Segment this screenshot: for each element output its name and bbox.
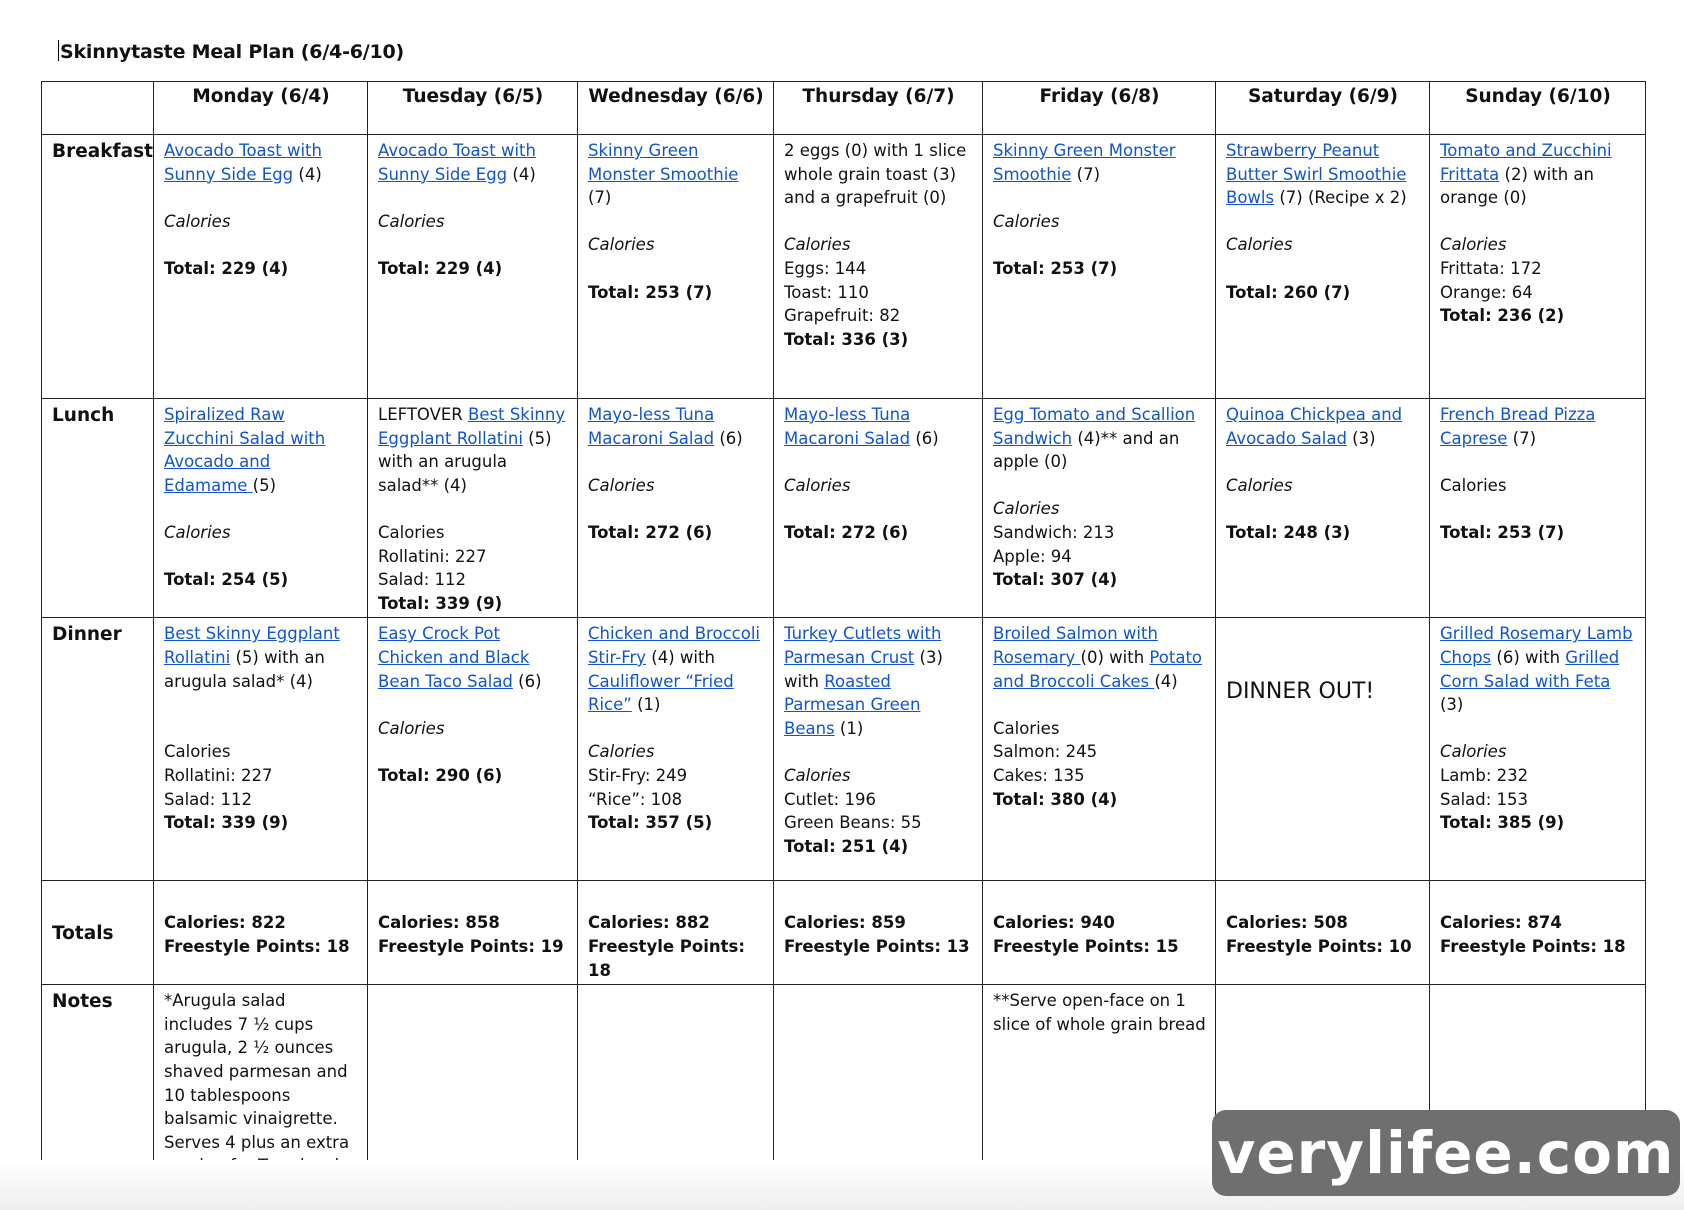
cell-line	[164, 693, 358, 717]
cell-line	[378, 233, 568, 257]
cell-text: Calories	[588, 235, 655, 255]
cell-text: (3) with	[784, 647, 943, 691]
breakfast-row	[42, 135, 1646, 399]
cell-line	[164, 257, 358, 281]
cell-line	[588, 233, 764, 257]
cell-line	[164, 186, 358, 210]
cell-line	[784, 811, 973, 835]
cell-text: “Rice”: 108	[588, 789, 683, 809]
total-calories: Calories: 822	[164, 913, 286, 933]
total-calories: Calories: 940	[993, 913, 1115, 933]
cell-text: Salad: 112	[378, 570, 467, 590]
cell-text: (6)	[512, 671, 542, 691]
cell-line	[588, 622, 764, 716]
meal-cell	[983, 399, 1216, 618]
meal-plan-table	[41, 81, 1646, 1181]
day-header: Wednesday (6/6)	[578, 82, 774, 135]
header-row	[42, 82, 1646, 135]
totals-cell	[983, 881, 1216, 985]
cell-text: Cakes: 135	[993, 765, 1085, 785]
meal-cell	[1216, 135, 1430, 399]
total-freestyle-points: Freestyle Points: 19	[378, 936, 564, 956]
cell-line	[588, 788, 764, 812]
cell-line	[1440, 139, 1636, 210]
cell-line	[164, 622, 358, 693]
cell-text: Total: 357 (5)	[588, 813, 713, 833]
meal-cell	[368, 135, 578, 399]
cell-line	[784, 521, 973, 545]
cell-line	[378, 521, 568, 545]
cell-line	[378, 717, 568, 741]
cell-line	[1226, 450, 1420, 474]
cell-line	[1440, 740, 1636, 764]
cell-line	[1226, 474, 1420, 498]
meal-cell	[774, 399, 983, 618]
cell-text: (7)	[1071, 164, 1101, 184]
recipe-link[interactable]: Avocado Toast with Sunny Side Egg	[378, 141, 536, 184]
cell-line	[784, 281, 973, 305]
cell-line	[993, 257, 1206, 281]
meal-cell	[154, 618, 368, 881]
cell-text: (7)	[588, 188, 612, 208]
cell-text: Total: 253 (7)	[993, 258, 1118, 278]
cell-line	[1226, 403, 1420, 450]
recipe-link[interactable]: Mayo-less Tuna Macaroni Salad	[784, 405, 911, 448]
cell-text: Lamb: 232	[1440, 765, 1529, 785]
cell-line	[784, 450, 973, 474]
cell-text: Calories	[1440, 475, 1507, 495]
total-freestyle-points: Freestyle Points: 13	[784, 936, 970, 956]
total-calories: Calories: 508	[1226, 913, 1348, 933]
meal-cell	[368, 399, 578, 618]
cell-line	[588, 717, 764, 741]
day-header: Monday (6/4)	[154, 82, 368, 135]
cell-line	[164, 811, 358, 835]
cell-line	[1226, 521, 1420, 545]
cell-text: Salad: 153	[1440, 789, 1529, 809]
cell-line	[1440, 210, 1636, 234]
recipe-link[interactable]: Mayo-less Tuna Macaroni Salad	[588, 405, 715, 448]
cell-text: 2 eggs (0) with 1 slice whole grain toast (3) and a grapefruit (0)	[784, 141, 967, 208]
cell-line	[1440, 521, 1636, 545]
cell-line	[1226, 281, 1420, 305]
cell-line	[1440, 788, 1636, 812]
cell-line	[1440, 257, 1636, 281]
recipe-link[interactable]: Grilled Rosemary Lamb Chops	[1440, 624, 1633, 667]
totals-cell	[1430, 881, 1646, 985]
cell-line	[784, 257, 973, 281]
row-label-notes: Notes	[42, 985, 154, 1181]
day-header: Saturday (6/9)	[1216, 82, 1430, 135]
cell-line	[993, 764, 1206, 788]
recipe-link[interactable]: Egg Tomato and Scallion Sandwich	[993, 405, 1196, 448]
cell-line	[993, 788, 1206, 812]
total-freestyle-points: Freestyle Points: 18	[1440, 936, 1626, 956]
lunch-row	[42, 399, 1646, 618]
cell-text: (6)	[910, 428, 939, 448]
cell-line	[378, 186, 568, 210]
cell-line	[588, 210, 764, 234]
cell-text: (5) with an arugula salad** (4)	[378, 428, 552, 495]
cell-text: Rollatini: 227	[378, 546, 487, 566]
cell-line	[378, 257, 568, 281]
cell-line	[993, 497, 1206, 521]
cell-line	[378, 592, 568, 616]
cell-text: Calories	[784, 235, 851, 255]
cell-line	[588, 740, 764, 764]
cell-text: Calories	[164, 742, 231, 762]
cell-text: Total: 236 (2)	[1440, 306, 1565, 326]
row-label-lunch: Lunch	[42, 399, 154, 618]
meal-cell	[774, 135, 983, 399]
row-label-breakfast: Breakfast	[42, 135, 154, 399]
cell-text: Calories	[1440, 742, 1507, 762]
cell-line	[993, 186, 1206, 210]
cell-line	[164, 545, 358, 569]
cell-text: Total: 253 (7)	[588, 282, 713, 302]
notes-cell	[983, 985, 1216, 1181]
recipe-link[interactable]: Skinny Green Monster Smoothie	[588, 141, 739, 184]
cell-text: Calories	[588, 742, 655, 762]
cell-line	[588, 281, 764, 305]
cell-text: (6) with	[1491, 647, 1566, 667]
recipe-link[interactable]: Cauliflower “Fried Rice”	[588, 671, 734, 715]
cell-text: Eggs: 144	[784, 258, 867, 278]
cell-line	[588, 811, 764, 835]
cell-line	[784, 764, 973, 788]
cell-line	[1440, 450, 1636, 474]
cell-text: Salad: 112	[164, 789, 253, 809]
cell-line	[993, 521, 1206, 545]
meal-cell	[578, 135, 774, 399]
cell-line	[1440, 497, 1636, 521]
dinner-out-text: DINNER OUT!	[1226, 679, 1375, 705]
cell-text: Calories	[1440, 235, 1507, 255]
cell-text: Calories	[378, 211, 445, 231]
cell-line	[1440, 811, 1636, 835]
cell-line	[784, 233, 973, 257]
totals-cell	[1216, 881, 1430, 985]
cell-line	[164, 521, 358, 545]
cell-line	[588, 450, 764, 474]
totals-cell	[578, 881, 774, 985]
cell-text: Calories	[378, 522, 445, 542]
cell-text: (4)	[1154, 671, 1178, 691]
cell-text: Total: 254 (5)	[164, 570, 289, 590]
cell-line	[164, 497, 358, 521]
recipe-link[interactable]: Skinny Green Monster Smoothie	[993, 141, 1176, 184]
cell-line	[784, 497, 973, 521]
cell-line	[378, 568, 568, 592]
cell-text: (2) with an orange (0)	[1440, 164, 1594, 208]
cell-text: Calories	[993, 718, 1060, 738]
cell-line	[784, 740, 973, 764]
cell-text: Toast: 110	[784, 282, 869, 302]
cell-text: Total: 336 (3)	[784, 329, 909, 349]
cell-text: (7) (Recipe x 2)	[1274, 188, 1407, 208]
cell-line	[993, 474, 1206, 498]
day-header: Tuesday (6/5)	[368, 82, 578, 135]
cell-text: Total: 307 (4)	[993, 570, 1118, 590]
cell-line	[378, 740, 568, 764]
cell-line	[164, 764, 358, 788]
day-header: Sunday (6/10)	[1430, 82, 1646, 135]
meal-cell	[154, 399, 368, 618]
notes-cell	[578, 985, 774, 1181]
cell-text: Frittata: 172	[1440, 258, 1542, 278]
cell-line	[993, 545, 1206, 569]
cell-line	[164, 788, 358, 812]
cell-text: Total: 385 (9)	[1440, 813, 1565, 833]
recipe-link[interactable]: Tomato and Zucchini Frittata	[1440, 141, 1612, 184]
recipe-link[interactable]: Quinoa Chickpea and Avocado Salad	[1226, 405, 1403, 448]
cell-text: (1)	[631, 695, 661, 715]
cell-text: (7)	[1507, 428, 1537, 448]
recipe-link[interactable]: Broiled Salmon with Rosemary	[993, 624, 1158, 667]
day-header: Friday (6/8)	[983, 82, 1216, 135]
cell-line	[993, 740, 1206, 764]
cell-text: Apple: 94	[993, 546, 1072, 566]
cell-line	[784, 304, 973, 328]
cell-text: Rollatini: 227	[164, 765, 273, 785]
cell-line	[588, 139, 764, 210]
cell-line	[1440, 764, 1636, 788]
recipe-link[interactable]: French Bread Pizza Caprese	[1440, 405, 1596, 448]
cell-text: LEFTOVER	[378, 405, 469, 424]
cell-line	[164, 740, 358, 764]
cell-text: Total: 229 (4)	[164, 258, 289, 278]
cell-text: (0) with	[1080, 647, 1150, 667]
cell-text: Total: 272 (6)	[588, 522, 713, 542]
cell-line	[588, 403, 764, 450]
meal-cell	[368, 618, 578, 881]
notes-cell	[774, 985, 983, 1181]
cell-text: Total: 253 (7)	[1440, 522, 1565, 542]
cell-line	[1440, 474, 1636, 498]
total-calories: Calories: 882	[588, 913, 710, 933]
totals-cell	[368, 881, 578, 985]
recipe-link[interactable]: Roasted Parmesan Green Beans	[784, 671, 921, 738]
cell-line	[378, 764, 568, 788]
meal-cell	[578, 399, 774, 618]
cell-line	[378, 622, 568, 693]
cell-text: Calories	[784, 765, 851, 785]
cell-line	[784, 835, 973, 859]
cell-text: (4)	[507, 164, 536, 184]
cell-line	[378, 497, 568, 521]
cell-line	[993, 210, 1206, 234]
recipe-link[interactable]: Best Skinny Eggplant Rollatini	[164, 624, 340, 667]
row-label-dinner: Dinner	[42, 618, 154, 881]
cell-text: (5) with an arugula salad* (4)	[164, 647, 325, 691]
recipe-link[interactable]: Best Skinny Eggplant Rollatini	[378, 405, 566, 448]
cell-text: Calories	[784, 475, 851, 495]
cell-text: Calories	[164, 211, 231, 231]
recipe-link[interactable]: Strawberry Peanut Butter Swirl Smoothie Bowls	[1226, 141, 1407, 208]
cell-line	[784, 403, 973, 450]
row-label-totals: Totals	[42, 881, 154, 985]
recipe-link[interactable]: Turkey Cutlets with Parmesan Crust	[784, 624, 942, 667]
cell-text: Total: 290 (6)	[378, 765, 503, 785]
cell-line	[588, 474, 764, 498]
cell-text: Calories	[993, 211, 1060, 231]
cell-text: (3)	[1440, 695, 1464, 715]
cell-line	[1440, 281, 1636, 305]
cell-line	[378, 210, 568, 234]
total-calories: Calories: 858	[378, 913, 500, 933]
meal-cell	[1430, 618, 1646, 881]
recipe-link[interactable]: Grilled Corn Salad with Feta	[1440, 647, 1620, 691]
cell-line	[993, 622, 1206, 693]
document-title: Skinnytaste Meal Plan (6/4-6/10)	[60, 41, 405, 63]
cell-line	[164, 210, 358, 234]
notes-cell	[154, 985, 368, 1181]
cell-text: Salmon: 245	[993, 742, 1098, 762]
recipe-link[interactable]: Easy Crock Pot Chicken and Black Bean Taco Salad	[378, 624, 530, 691]
total-calories: Calories: 874	[1440, 913, 1562, 933]
recipe-link[interactable]: Spiralized Raw Zucchini Salad with Avocado and Edamame	[164, 405, 326, 495]
cell-line	[164, 717, 358, 741]
watermark: verylifee.com	[1212, 1110, 1680, 1196]
meal-cell	[774, 618, 983, 881]
day-header: Thursday (6/7)	[774, 82, 983, 135]
cell-line	[1226, 257, 1420, 281]
cell-line	[588, 497, 764, 521]
totals-row	[42, 881, 1646, 985]
cell-line	[378, 545, 568, 569]
cell-text: (4) with	[646, 647, 715, 667]
text-cursor	[58, 40, 59, 61]
meal-cell	[1216, 399, 1430, 618]
cell-text: (5)	[252, 475, 277, 495]
totals-cell	[154, 881, 368, 985]
totals-cell	[774, 881, 983, 985]
cell-text: (3)	[1346, 428, 1376, 448]
total-freestyle-points: Freestyle Points: 10	[1226, 936, 1412, 956]
cell-text: Total: 272 (6)	[784, 522, 909, 542]
cell-text: Calories	[1226, 475, 1293, 495]
cell-text: (4)	[293, 164, 322, 184]
cell-text: (6)	[714, 428, 743, 448]
cell-line	[784, 328, 973, 352]
cell-line	[1440, 233, 1636, 257]
meal-cell	[154, 135, 368, 399]
meal-cell	[1430, 135, 1646, 399]
cell-line	[993, 233, 1206, 257]
cell-text: Calories	[378, 718, 445, 738]
cell-text: Total: 248 (3)	[1226, 522, 1351, 542]
cell-text: Total: 260 (7)	[1226, 282, 1351, 302]
total-calories: Calories: 859	[784, 913, 906, 933]
meal-cell	[1430, 399, 1646, 618]
recipe-link[interactable]: Chicken and Broccoli Stir-Fry	[588, 624, 760, 667]
meal-cell	[1216, 618, 1430, 881]
corner-cell	[42, 82, 154, 135]
cell-text: Grapefruit: 82	[784, 306, 901, 326]
total-freestyle-points: Freestyle Points: 18	[588, 936, 745, 980]
cell-text: Green Beans: 55	[784, 813, 922, 833]
cell-line	[1440, 304, 1636, 328]
dinner-row	[42, 618, 1646, 881]
recipe-link[interactable]: Potato and Broccoli Cakes	[993, 647, 1203, 691]
cell-text: Total: 339 (9)	[164, 813, 289, 833]
total-freestyle-points: Freestyle Points: 18	[164, 936, 350, 956]
cell-line	[784, 622, 973, 740]
cell-line	[1440, 717, 1636, 741]
cell-line	[164, 233, 358, 257]
cell-text: Total: 380 (4)	[993, 789, 1118, 809]
note-text: **Serve open-face on 1 slice of whole grain bread	[993, 991, 1206, 1034]
cell-line	[1226, 139, 1420, 210]
cell-text: Total: 251 (4)	[784, 836, 909, 856]
cell-line	[784, 210, 973, 234]
cell-text: Calories	[164, 522, 231, 542]
cell-text: Calories	[588, 475, 655, 495]
cell-text: Stir-Fry: 249	[588, 765, 688, 785]
cell-line	[164, 568, 358, 592]
cell-line	[993, 717, 1206, 741]
cell-line	[784, 474, 973, 498]
cell-line	[993, 139, 1206, 186]
cell-line	[378, 693, 568, 717]
cell-line	[993, 568, 1206, 592]
meal-cell	[983, 618, 1216, 881]
cell-text: Sandwich: 213	[993, 522, 1115, 542]
cell-line	[784, 788, 973, 812]
cell-line	[1226, 210, 1420, 234]
note-text: *Arugula salad includes 7 ½ cups arugula, 2 ½ ounces shaved parmesan and 10 tablespoons balsamic vinaigrette. Serves 4 plus an extra	[164, 991, 350, 1152]
cell-text: Orange: 64	[1440, 282, 1533, 302]
cell-text: Cutlet: 196	[784, 789, 876, 809]
meal-cell	[578, 618, 774, 881]
cell-text: Total: 339 (9)	[378, 593, 503, 613]
notes-cell	[368, 985, 578, 1181]
cell-line	[378, 139, 568, 186]
cell-line	[1440, 403, 1636, 450]
meal-cell	[983, 135, 1216, 399]
recipe-link[interactable]: Avocado Toast with Sunny Side Egg	[164, 141, 322, 184]
cell-line	[588, 764, 764, 788]
cell-line	[1226, 233, 1420, 257]
cell-line	[993, 403, 1206, 474]
cell-line	[1226, 680, 1420, 704]
cell-text: Calories	[1226, 235, 1293, 255]
cell-text: (4)** and an apple (0)	[993, 428, 1180, 472]
cell-line	[1226, 497, 1420, 521]
cell-line	[993, 693, 1206, 717]
cell-line	[588, 257, 764, 281]
total-freestyle-points: Freestyle Points: 15	[993, 936, 1179, 956]
cell-line	[164, 403, 358, 497]
cell-text: (1)	[834, 718, 864, 738]
cell-line	[784, 139, 973, 210]
cell-line	[378, 403, 568, 497]
cell-text: Calories	[993, 499, 1060, 519]
cell-line	[588, 521, 764, 545]
cell-text: Total: 229 (4)	[378, 258, 503, 278]
cell-line	[1440, 622, 1636, 716]
cell-line	[164, 139, 358, 186]
